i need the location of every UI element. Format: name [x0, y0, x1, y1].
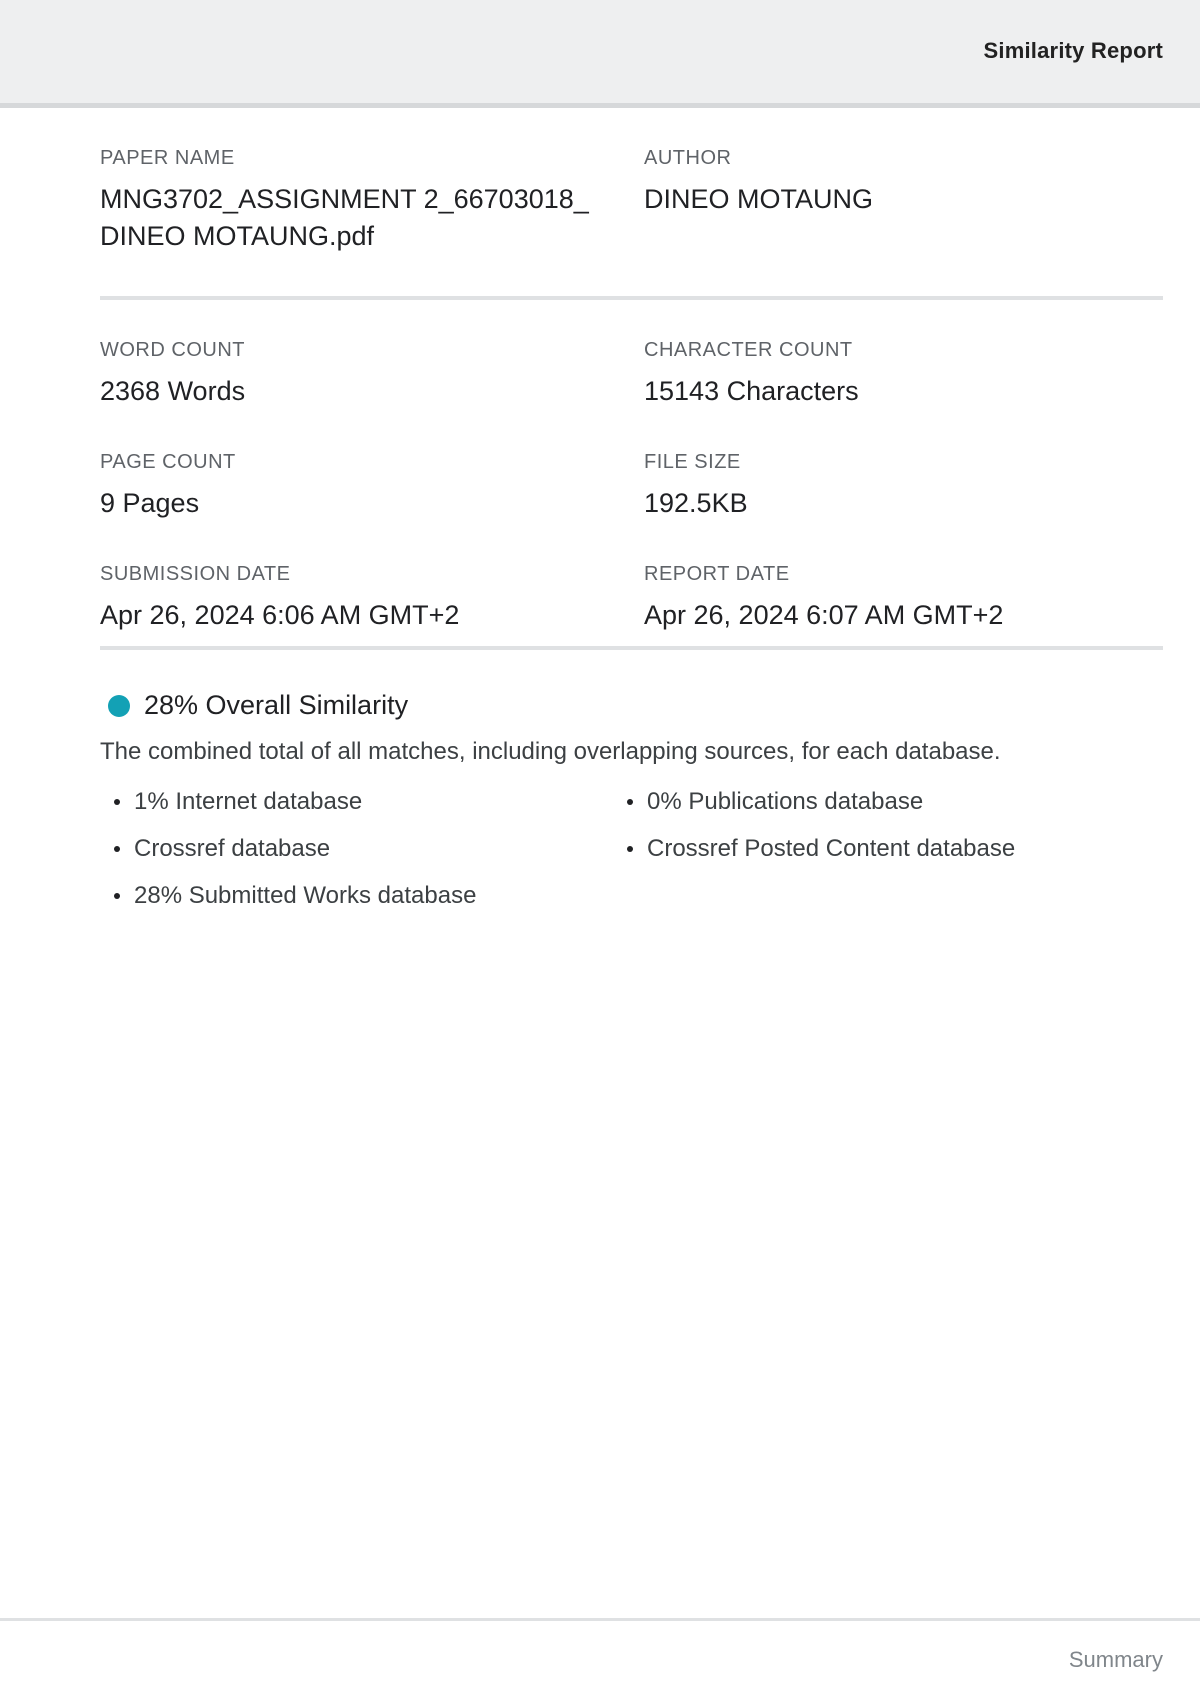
paper-info-section	[100, 108, 1163, 296]
similarity-description: The combined total of all matches, including overlapping sources, for each database.	[100, 738, 1001, 765]
word-count-field	[100, 338, 644, 450]
file-size-label: FILE SIZE	[644, 451, 741, 473]
report-date-label: REPORT DATE	[644, 563, 790, 585]
bullet-icon	[627, 846, 633, 852]
list-item	[627, 825, 1163, 872]
bullet-icon	[114, 893, 120, 899]
paper-name-field	[100, 146, 644, 255]
database-item-label: Crossref database	[134, 834, 331, 862]
list-item	[100, 872, 627, 919]
paper-name-label: PAPER NAME	[100, 147, 235, 169]
similarity-dot-icon	[108, 695, 130, 717]
report-date-field	[644, 562, 1163, 674]
bullet-icon	[627, 799, 633, 805]
report-footer	[0, 1618, 1200, 1696]
character-count-label: CHARACTER COUNT	[644, 339, 853, 361]
report-date-value: Apr 26, 2024 6:07 AM GMT+2	[644, 600, 1004, 630]
list-item	[100, 825, 627, 872]
report-content	[100, 108, 1163, 919]
footer-summary-label: Summary	[1068, 1647, 1163, 1672]
report-header	[0, 0, 1200, 108]
similarity-section	[100, 650, 1163, 919]
author-field	[644, 146, 1163, 255]
similarity-heading	[100, 690, 1163, 721]
bullet-icon	[114, 846, 120, 852]
list-item	[100, 778, 627, 825]
similarity-heading-text: 28% Overall Similarity	[144, 690, 409, 720]
author-label: AUTHOR	[644, 147, 732, 169]
database-item-label: 1% Internet database	[134, 787, 363, 815]
word-count-value: 2368 Words	[100, 376, 246, 406]
file-size-field	[644, 450, 1163, 562]
database-item-label: 0% Publications database	[647, 787, 924, 815]
database-item-label: 28% Submitted Works database	[134, 881, 477, 909]
page-count-field	[100, 450, 644, 562]
word-count-label: WORD COUNT	[100, 339, 245, 361]
bullet-icon	[114, 799, 120, 805]
file-size-value: 192.5KB	[644, 488, 748, 518]
character-count-value: 15143 Characters	[644, 376, 859, 406]
database-item-label: Crossref Posted Content database	[647, 834, 1016, 862]
author-value: DINEO MOTAUNG	[644, 184, 873, 214]
submission-date-label: SUBMISSION DATE	[100, 563, 291, 585]
character-count-field	[644, 338, 1163, 450]
list-item	[627, 778, 1163, 825]
database-list	[100, 778, 1163, 919]
database-list-right	[627, 778, 1163, 919]
stats-section	[100, 300, 1163, 646]
page-count-value: 9 Pages	[100, 488, 200, 518]
submission-date-field	[100, 562, 644, 674]
database-list-left	[100, 778, 627, 919]
report-title: Similarity Report	[983, 38, 1163, 63]
page-count-label: PAGE COUNT	[100, 451, 236, 473]
submission-date-value: Apr 26, 2024 6:06 AM GMT+2	[100, 600, 460, 630]
paper-name-value: MNG3702_ASSIGNMENT 2_66703018_DINEO MOTAUNG.pdf	[100, 184, 589, 251]
